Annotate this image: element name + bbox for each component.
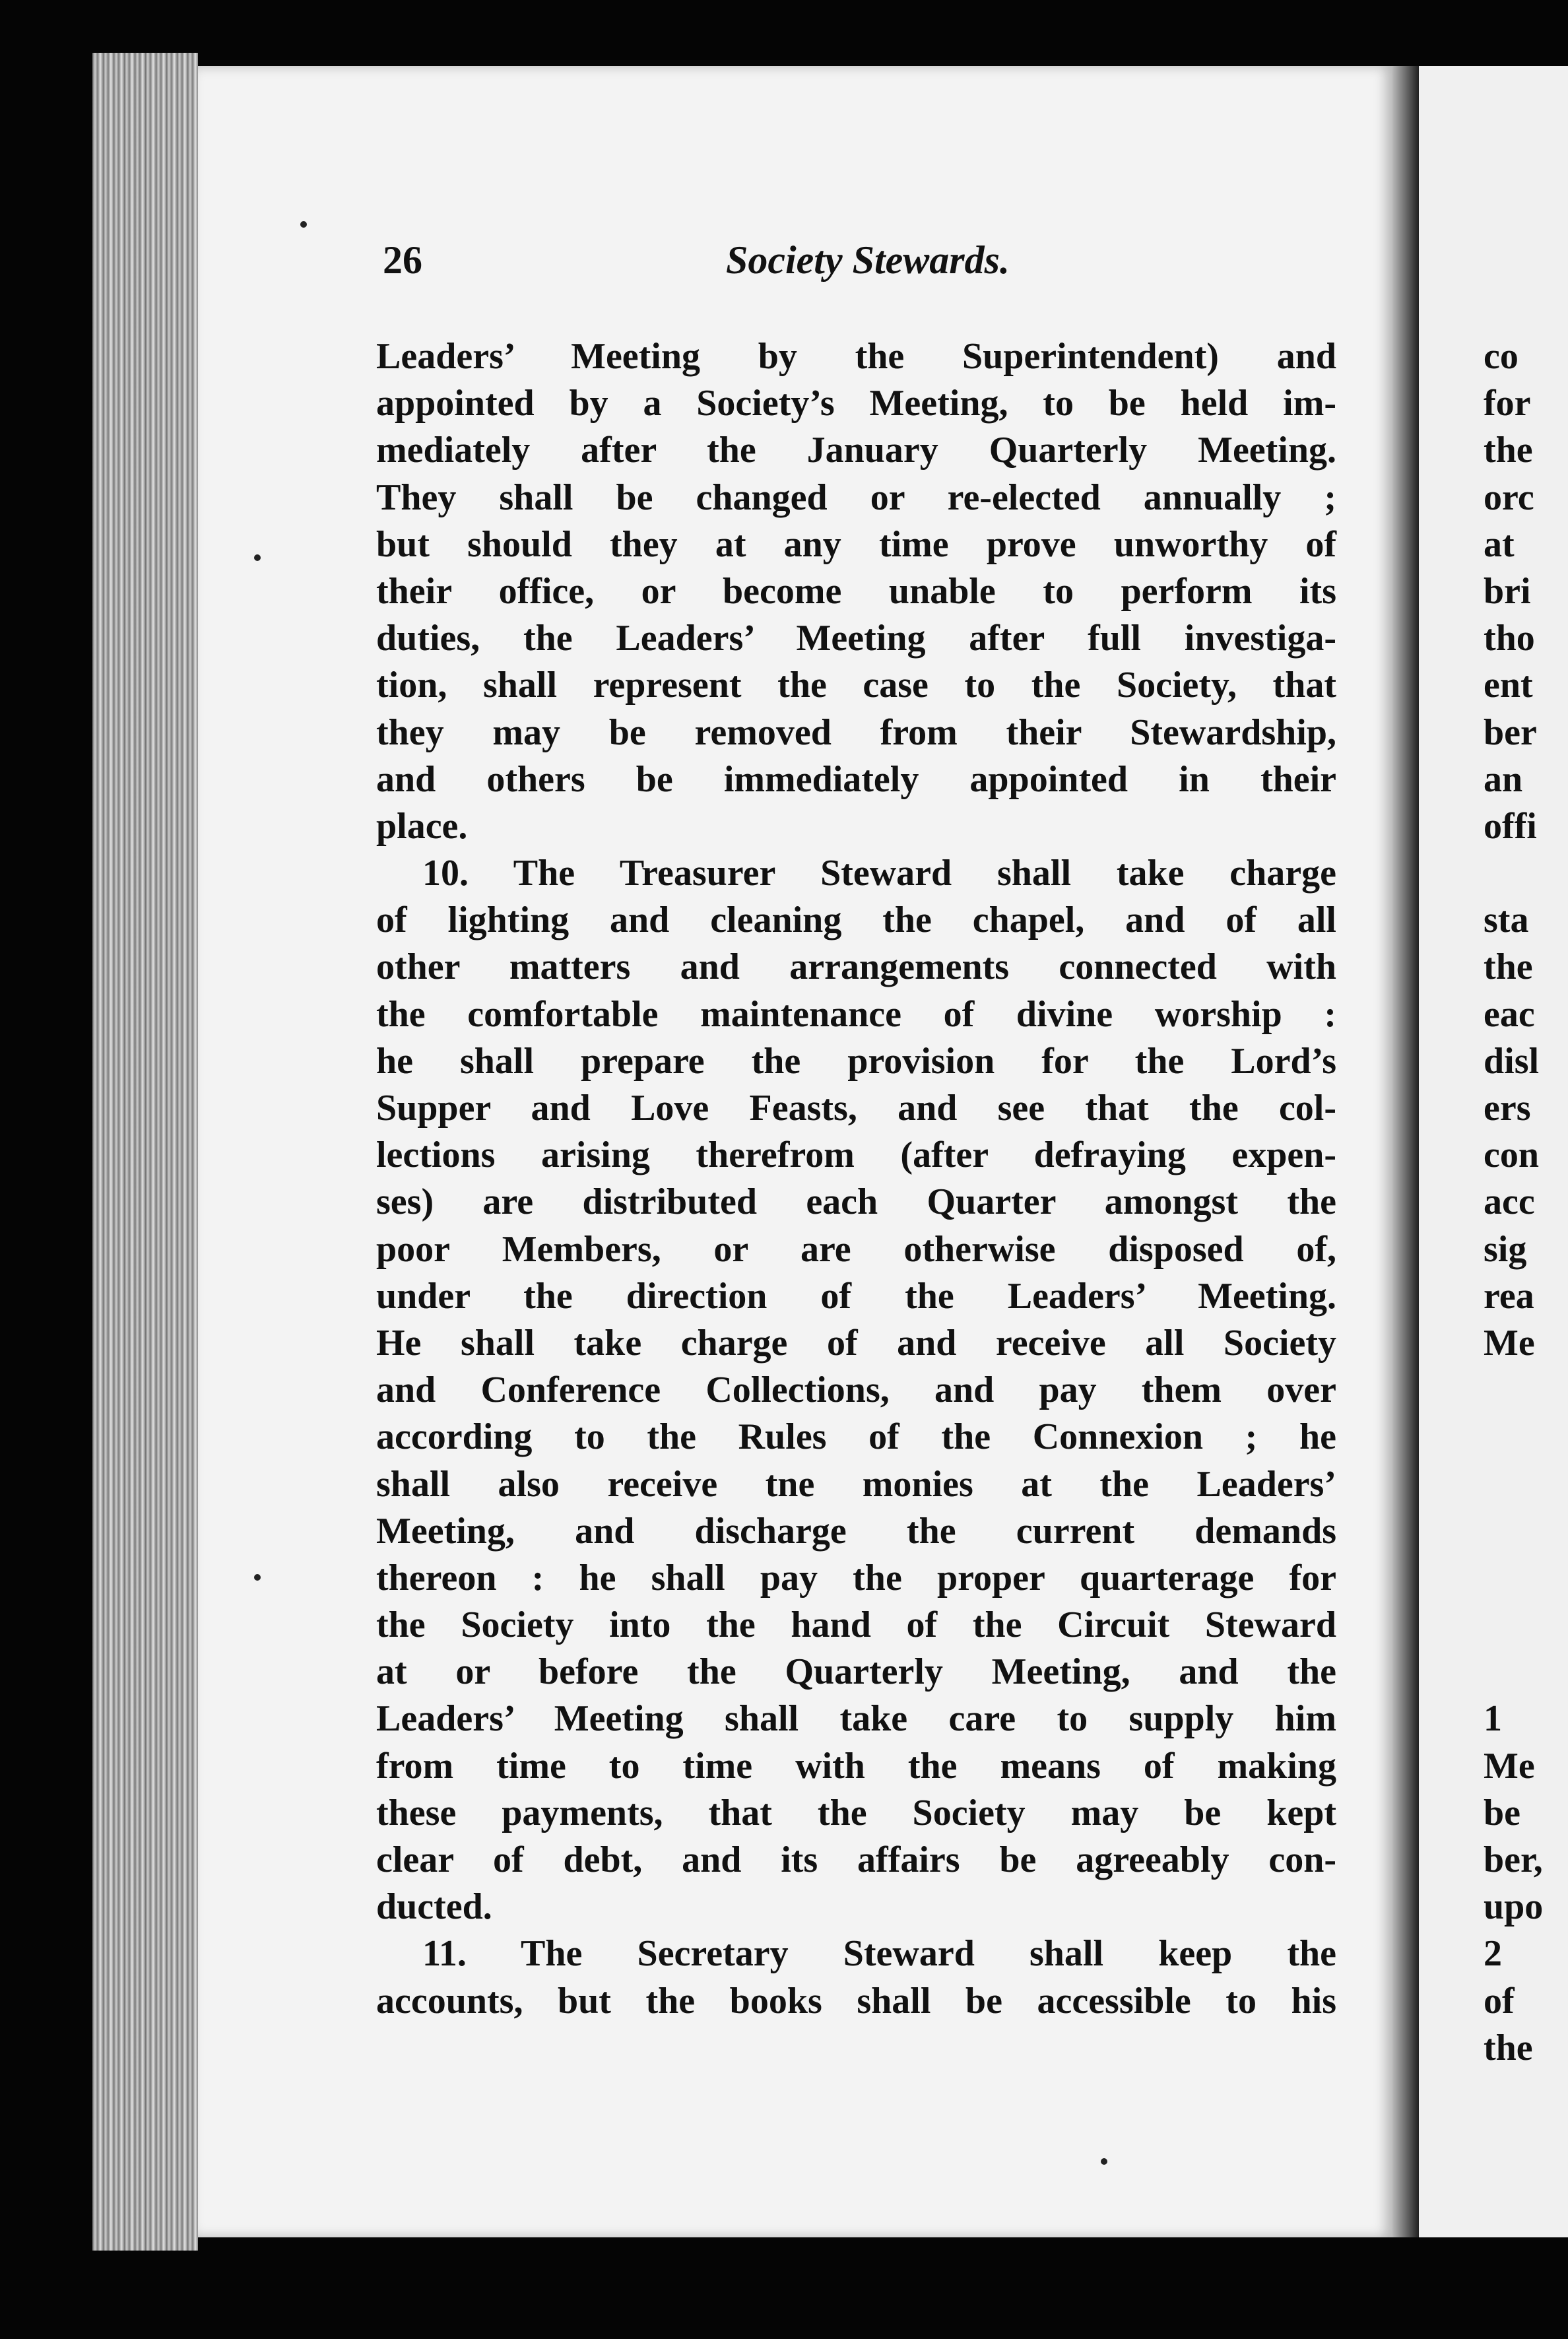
text-fragment	[1484, 1367, 1543, 1414]
text-line: lections arising therefrom (after defraying expen-	[376, 1135, 1336, 1176]
text-line: they may be removed from their Stewardship,	[376, 711, 1336, 753]
text-fragment: at	[1484, 523, 1515, 565]
text-fragment: the	[1484, 430, 1533, 471]
text-line: Meeting, and discharge the current demands	[376, 1510, 1336, 1552]
text-line: under the direction of the Leaders’ Meeting.	[376, 1275, 1336, 1317]
text-line: according to the Rules of the Connexion ; he	[376, 1416, 1336, 1458]
text-fragment: con	[1484, 1135, 1539, 1176]
text-fragment: 2	[1484, 1933, 1502, 1975]
text-line: but should they at any time prove unworthy of	[376, 523, 1336, 565]
text-fragment: be	[1484, 1792, 1520, 1833]
text-fragment: offi	[1484, 805, 1537, 847]
text-line: accounts, but the books shall be accessible to his	[376, 1980, 1336, 2022]
text-fragment: for	[1484, 383, 1531, 424]
text-line: the Society into the hand of the Circuit Steward	[376, 1604, 1336, 1646]
text-fragment: of	[1484, 1980, 1515, 2022]
text-fragment: sig	[1484, 1228, 1527, 1270]
text-fragment: orc	[1484, 477, 1534, 518]
ink-spot	[300, 221, 307, 228]
ink-spot	[1101, 2158, 1107, 2165]
text-fragment	[1484, 1602, 1543, 1649]
text-line: of lighting and cleaning the chapel, and of all	[376, 900, 1336, 941]
text-line: these payments, that the Society may be kept	[376, 1792, 1336, 1833]
text-line: 11. The Secretary Steward shall keep the	[422, 1933, 1336, 1975]
text-fragment: an	[1484, 758, 1523, 800]
text-fragment: rea	[1484, 1275, 1534, 1317]
running-head	[383, 238, 1333, 297]
right-page-text-fragments	[1484, 333, 1543, 2072]
text-fragment: acc	[1484, 1181, 1535, 1223]
text-fragment: the	[1484, 2027, 1533, 2068]
text-line: at or before the Quarterly Meeting, and the	[376, 1651, 1336, 1693]
text-fragment	[1484, 850, 1543, 897]
text-fragment: sta	[1484, 900, 1529, 941]
ink-spot	[254, 1574, 261, 1581]
text-line: poor Members, or are otherwise disposed of,	[376, 1228, 1336, 1270]
text-line: and Conference Collections, and pay them over	[376, 1369, 1336, 1411]
text-line: thereon : he shall pay the proper quarterage for	[376, 1557, 1336, 1598]
text-line: and others be immediately appointed in their	[376, 758, 1336, 800]
left-page-text	[376, 333, 1336, 2025]
page-edges	[92, 53, 198, 2251]
text-fragment: ber,	[1484, 1839, 1543, 1880]
text-fragment: Me	[1484, 1745, 1535, 1787]
text-line: ses) are distributed each Quarter amongst the	[376, 1181, 1336, 1223]
text-line: duties, the Leaders’ Meeting after full investiga-	[376, 618, 1336, 659]
text-line: their office, or become unable to perform its	[376, 570, 1336, 612]
text-fragment: ber	[1484, 711, 1537, 753]
text-fragment	[1484, 1555, 1543, 1602]
text-line: the comfortable maintenance of divine worship :	[376, 993, 1336, 1035]
text-line: ducted.	[376, 1886, 492, 1928]
text-fragment: tho	[1484, 618, 1535, 659]
text-fragment: bri	[1484, 570, 1531, 612]
text-fragment: 1	[1484, 1698, 1502, 1740]
text-line: other matters and arrangements connected with	[376, 946, 1336, 988]
text-fragment	[1484, 1649, 1543, 1696]
text-line: He shall take charge of and receive all Society	[376, 1322, 1336, 1364]
text-fragment: the	[1484, 946, 1533, 988]
book-gutter	[1392, 66, 1419, 2237]
text-fragment: co	[1484, 336, 1519, 377]
text-line: They shall be changed or re-elected annually ;	[376, 477, 1336, 518]
text-fragment: upo	[1484, 1886, 1544, 1928]
text-line: place.	[376, 805, 468, 847]
text-line: Leaders’ Meeting by the Superintendent) and	[376, 336, 1336, 377]
text-fragment: disl	[1484, 1040, 1540, 1082]
text-fragment	[1484, 1508, 1543, 1555]
text-fragment: eac	[1484, 993, 1535, 1035]
text-line: 10. The Treasurer Steward shall take charge	[422, 853, 1336, 894]
text-line: shall also receive tne monies at the Leaders’	[376, 1463, 1336, 1505]
text-fragment	[1484, 1461, 1543, 1508]
page-number: 26	[383, 238, 422, 282]
text-fragment: ers	[1484, 1088, 1531, 1129]
text-line: tion, shall represent the case to the Society, that	[376, 665, 1336, 706]
text-line: he shall prepare the provision for the Lord’s	[376, 1040, 1336, 1082]
text-line: clear of debt, and its affairs be agreeably con-	[376, 1839, 1336, 1880]
text-line: mediately after the January Quarterly Meeting.	[376, 430, 1336, 471]
running-title: Society Stewards.	[726, 238, 1010, 282]
text-line: appointed by a Society’s Meeting, to be held im-	[376, 383, 1336, 424]
ink-spot	[254, 554, 261, 561]
text-fragment: ent	[1484, 665, 1533, 706]
text-line: Leaders’ Meeting shall take care to supply him	[376, 1698, 1336, 1740]
text-line: from time to time with the means of making	[376, 1745, 1336, 1787]
text-fragment	[1484, 1414, 1543, 1461]
text-fragment: Me	[1484, 1322, 1535, 1364]
text-line: Supper and Love Feasts, and see that the col-	[376, 1088, 1336, 1129]
